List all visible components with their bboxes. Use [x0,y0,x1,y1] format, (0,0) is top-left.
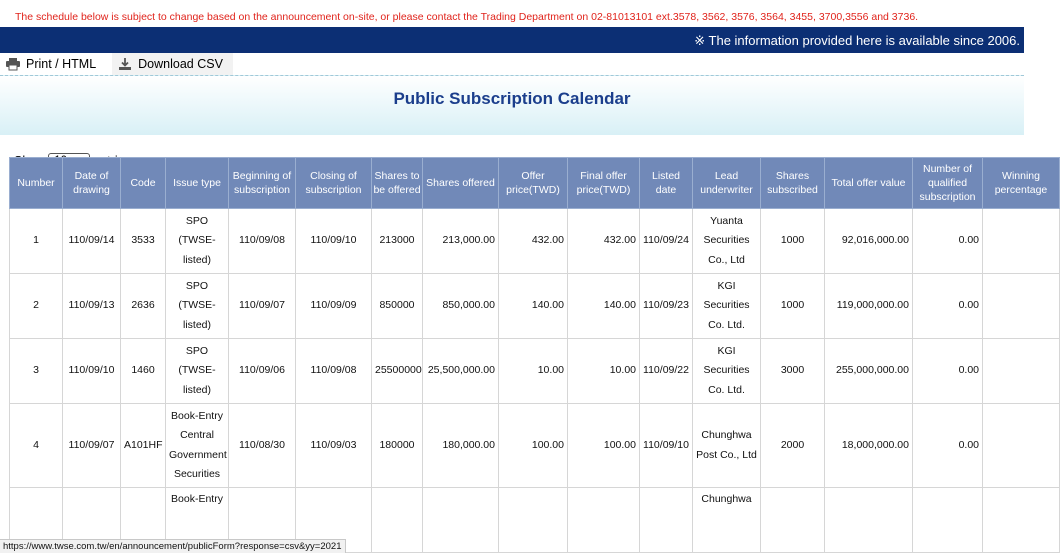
table-cell [423,488,499,553]
table-row [10,339,1060,404]
table-header-row [10,158,1060,209]
calendar-table [9,157,1060,553]
table-cell: 1460 [121,339,166,404]
table-cell: 110/09/24 [640,209,693,274]
column-header[interactable]: Shares subscribed [761,158,825,209]
print-label: Print / HTML [26,57,97,71]
table-cell: A101HF [121,404,166,488]
table-cell: 25500000 [372,339,423,404]
table-cell: 3 [10,339,63,404]
column-header[interactable]: Issue type [166,158,229,209]
table-row [10,274,1060,339]
table-cell: 180,000.00 [423,404,499,488]
table-cell [983,339,1060,404]
table-cell: 432.00 [568,209,640,274]
column-header[interactable]: Shares to be offered [372,158,423,209]
table-body [10,209,1060,553]
table-cell: 10.00 [499,339,568,404]
column-header[interactable]: Date of drawing [63,158,121,209]
calendar-table-container[interactable] [9,157,1048,520]
table-cell: 3533 [121,209,166,274]
column-header[interactable]: Listed date [640,158,693,209]
table-cell [983,488,1060,553]
table-cell: 2636 [121,274,166,339]
download-csv-button[interactable] [112,53,233,75]
title-banner [0,75,1024,135]
table-cell: KGI Securities Co. Ltd. [693,339,761,404]
column-header[interactable]: Closing of subscription [296,158,372,209]
table-cell [640,488,693,553]
table-row [10,209,1060,274]
column-header[interactable]: Number [10,158,63,209]
table-cell: 10.00 [568,339,640,404]
table-cell: Chunghwa Post Co., Ltd [693,404,761,488]
table-cell: 0.00 [913,274,983,339]
table-cell: 110/09/10 [640,404,693,488]
column-header[interactable]: Code [121,158,166,209]
table-cell [983,209,1060,274]
table-cell: 850000 [372,274,423,339]
table-cell: 432.00 [499,209,568,274]
table-cell [983,404,1060,488]
table-cell: 110/09/14 [63,209,121,274]
toolbar [0,53,1024,75]
column-header[interactable]: Offer price(TWD) [499,158,568,209]
column-header[interactable]: Lead underwriter [693,158,761,209]
table-cell: 1000 [761,274,825,339]
table-cell: 1000 [761,209,825,274]
table-cell: 2 [10,274,63,339]
table-cell: 110/09/13 [63,274,121,339]
table-cell: 110/09/10 [296,209,372,274]
table-cell: SPO (TWSE-listed) [166,339,229,404]
notice-text: The schedule below is subject to change based on the announcement on-site, or please contact the Trading Department on 02-81013101 ext.3578, 3562, 3576, 3564, 3455, 3700,3556 and 3736. [15,11,919,23]
print-button[interactable] [4,53,106,75]
table-cell [372,488,423,553]
table-cell: 140.00 [568,274,640,339]
table-cell [983,274,1060,339]
table-cell [825,488,913,553]
table-cell: 3000 [761,339,825,404]
table-cell: 850,000.00 [423,274,499,339]
table-cell: SPO (TWSE-listed) [166,274,229,339]
table-cell: 110/08/30 [229,404,296,488]
table-cell [499,488,568,553]
table-cell [568,488,640,553]
table-cell: 92,016,000.00 [825,209,913,274]
table-cell: 0.00 [913,339,983,404]
page-title: Public Subscription Calendar [393,89,631,108]
table-cell: 255,000,000.00 [825,339,913,404]
table-cell: 213000 [372,209,423,274]
table-cell: SPO (TWSE-listed) [166,209,229,274]
column-header[interactable]: Beginning of subscription [229,158,296,209]
table-cell: 110/09/22 [640,339,693,404]
table-cell: 110/09/03 [296,404,372,488]
table-cell: 110/09/06 [229,339,296,404]
table-cell [761,488,825,553]
table-cell: Book-Entry [166,488,229,553]
table-cell: KGI Securities Co. Ltd. [693,274,761,339]
table-cell: 100.00 [568,404,640,488]
table-cell: 25,500,000.00 [423,339,499,404]
column-header[interactable]: Winning percentage [983,158,1060,209]
table-cell: 110/09/10 [63,339,121,404]
table-cell: 0.00 [913,404,983,488]
table-cell: 110/09/08 [229,209,296,274]
column-header[interactable]: Number of qualified subscription [913,158,983,209]
table-cell: 2000 [761,404,825,488]
table-cell: 119,000,000.00 [825,274,913,339]
table-cell: 213,000.00 [423,209,499,274]
table-cell [913,488,983,553]
table-cell: 110/09/09 [296,274,372,339]
table-cell: Yuanta Securities Co., Ltd [693,209,761,274]
table-cell: 100.00 [499,404,568,488]
download-label: Download CSV [138,57,223,71]
table-cell: 18,000,000.00 [825,404,913,488]
column-header[interactable]: Shares offered [423,158,499,209]
table-cell: 110/09/07 [229,274,296,339]
column-header[interactable]: Total offer value [825,158,913,209]
table-cell: Chunghwa [693,488,761,553]
table-cell: Book-Entry Central Government Securities [166,404,229,488]
info-bar: ※ The information provided here is available since 2006. [0,27,1024,53]
table-cell: 110/09/08 [296,339,372,404]
table-cell: 110/09/23 [640,274,693,339]
table-row [10,404,1060,488]
table-cell: 0.00 [913,209,983,274]
table-cell: 110/09/07 [63,404,121,488]
printer-icon [6,58,20,70]
status-url: https://www.twse.com.tw/en/announcement/publicForm?response=csv&yy=2021 [0,539,346,553]
table-cell: 140.00 [499,274,568,339]
table-cell: 1 [10,209,63,274]
column-header[interactable]: Final offer price(TWD) [568,158,640,209]
table-cell: 180000 [372,404,423,488]
table-cell: 4 [10,404,63,488]
download-icon [118,58,132,70]
